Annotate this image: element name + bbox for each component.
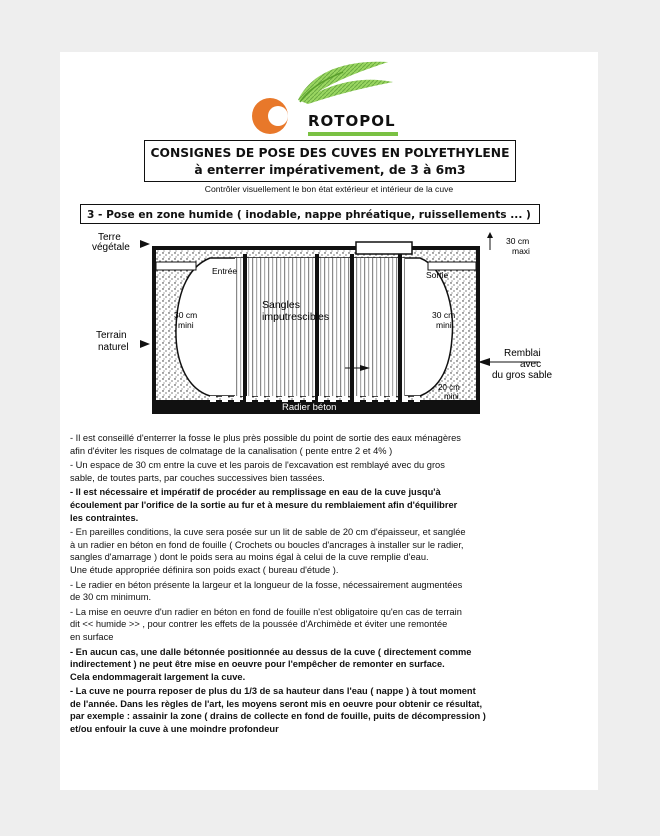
label-radier: Radier béton xyxy=(282,402,337,413)
instruction-line: en surface xyxy=(70,631,114,642)
instruction-line: dit << humide >> , pour contrer les effets de la poussée d'Archimède et éviter une remontée xyxy=(70,619,448,630)
instruction-line: écoulement par l'orifice de la sortie au fur et à mesure du remblaiement afin d'équilibrer xyxy=(70,499,458,510)
instruction-line: et/ou enfouir la cuve à une moindre profondeur xyxy=(70,724,279,735)
label-30cm-left-2: mini xyxy=(178,320,194,330)
instruction-line: indirectement ) ne peut être mise en oeuvre pour l'empêcher de remonter en surface. xyxy=(70,659,445,670)
instruction-line: - Le radier en béton présente la largeur et la longueur de la fosse, nécessairement augmentées xyxy=(70,579,463,590)
title-box xyxy=(144,140,516,182)
instruction-line: - En pareilles conditions, la cuve sera posée sur un lit de sable de 20 cm d'épaisseur, et sanglée xyxy=(70,527,466,538)
label-remblai-2: avec xyxy=(520,359,542,370)
instruction-item xyxy=(70,526,590,576)
instruction-line: les contraintes. xyxy=(70,512,139,523)
instruction-line: - En aucun cas, une dalle bétonnée positionnée au dessus de la cuve ( directement comme xyxy=(70,646,472,657)
strap-2 xyxy=(315,254,319,404)
label-20cm-1: 20 cm xyxy=(438,383,460,392)
instruction-line: Cela endommagerait largement la cuve. xyxy=(70,671,246,682)
label-30cm-maxi-2: maxi xyxy=(512,246,530,256)
label-terre-vegetale-2: végétale xyxy=(92,242,130,253)
instructions-list xyxy=(70,432,590,738)
strap-4 xyxy=(398,254,402,404)
label-30cm-left-1: 30 cm xyxy=(174,310,198,320)
instruction-line: par exemple : assainir la zone ( drains de collecte en fond de fouille, puits de décompression ) xyxy=(70,711,486,722)
document-page xyxy=(60,52,598,790)
instruction-item xyxy=(70,606,590,644)
label-terrain-2: naturel xyxy=(98,342,129,353)
label-30cm-maxi-1: 30 cm xyxy=(506,236,530,246)
label-30cm-right-1: 30 cm xyxy=(432,310,456,320)
instruction-line: afin d'éviter les risques de colmatage de la canalisation ( pente entre 2 et 4% ) xyxy=(70,445,393,456)
instruction-line: - Il est conseillé d'enterrer la fosse le plus près possible du point de sortie des eaux ménagères xyxy=(70,433,461,443)
instruction-line: sangles d'amarrage ) dont le poids sera au moins égal à celui de la cuve remplie d'eau. xyxy=(70,552,429,563)
instruction-item xyxy=(70,486,590,524)
strap-3 xyxy=(350,254,354,404)
instruction-line: à un radier en béton en fond de fouille ( Crochets ou boucles d'ancrages à installer sur le radier, xyxy=(70,539,464,550)
instruction-line: - Il est nécessaire et impératif de procéder au remplissage en eau de la cuve jusqu'à xyxy=(70,487,441,498)
instruction-line: de 30 cm minimum. xyxy=(70,592,152,603)
controle-note: Contrôler visuellement le bon état extérieur et intérieur de la cuve xyxy=(204,184,454,194)
title-line-2: à enterrer impérativement, de 3 à 6m3 xyxy=(194,163,466,177)
instruction-item xyxy=(70,432,590,457)
section-heading: 3 - Pose en zone humide ( inodable, nappe phréatique, ruissellements ... ) xyxy=(80,204,540,224)
strap-1 xyxy=(243,254,247,404)
label-sangles-1: Sangles xyxy=(262,299,300,311)
title-line-1: CONSIGNES DE POSE DES CUVES EN POLYETHYLENE xyxy=(150,146,510,160)
label-terrain-1: Terrain xyxy=(96,330,127,341)
label-entree: Entrée xyxy=(212,266,238,276)
label-20cm-2: mini xyxy=(444,392,459,401)
instruction-line: Une étude appropriée définira son poids exact ( bureau d'étude ). xyxy=(70,564,339,575)
label-remblai-1: Remblai xyxy=(504,348,541,359)
label-sangles-2: imputrescibles xyxy=(262,311,330,323)
instruction-line: - La cuve ne pourra reposer de plus du 1/3 de sa hauteur dans l'eau ( nappe ) à tout moment xyxy=(70,686,476,697)
instruction-item xyxy=(70,646,590,684)
installation-diagram xyxy=(60,228,598,422)
label-sortie: Sortie xyxy=(426,270,449,280)
instruction-line: - La mise en oeuvre d'un radier en béton en fond de fouille n'est obligatoire qu'en cas de terrain xyxy=(70,606,462,617)
label-remblai-3: du gros sable xyxy=(492,370,553,381)
instruction-line: - Un espace de 30 cm entre la cuve et les parois de l'excavation est remblayé avec du gros xyxy=(70,460,445,471)
logo-text: ROTOPOL xyxy=(308,112,396,130)
instruction-item xyxy=(70,459,590,484)
label-terre-vegetale-1: Terre xyxy=(98,232,121,243)
instruction-item xyxy=(70,685,590,735)
instruction-line: sable, de toutes parts, par couches successives bien tassées. xyxy=(70,472,325,483)
instruction-item xyxy=(70,579,590,604)
label-30cm-right-2: mini xyxy=(436,320,452,330)
instruction-line: de l'année. Dans les règles de l'art, les moyens seront mis en oeuvre pour obtenir ce résultat, xyxy=(70,698,483,709)
